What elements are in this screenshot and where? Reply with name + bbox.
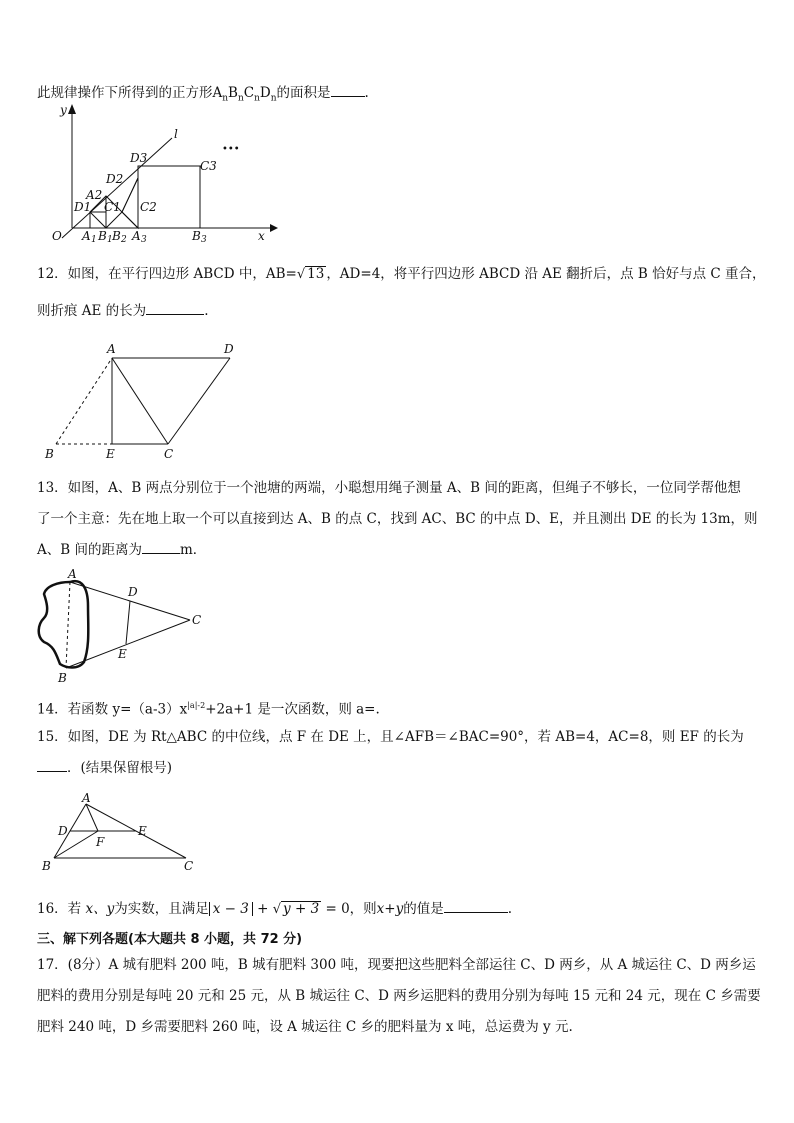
label-c: C [184,859,194,873]
label-b1: B [98,229,107,243]
q16-end: . [507,901,513,917]
label-a3: A [132,229,141,243]
q11-letter-b: B [228,85,238,101]
label-a1: A [82,229,91,243]
q17-text-2: 肥料的费用分别是每吨 20 元和 25 元，从 B 城运往 C、D 两乡运肥料的费用分别为每吨 15 元和 24 元，现在 C 乡需要 [37,988,761,1004]
label-dots: ••• [222,144,240,155]
q15-answer-blank [37,759,67,772]
segment-af [86,804,98,831]
q12-line2 [37,302,208,320]
q16-eq: = 0 [321,901,350,917]
q12-text-c: 则折痕 AE 的长为 [37,303,147,319]
label-b: B [45,447,54,461]
label-b1-sub: 1 [107,235,113,245]
q13-unit: m． [179,542,207,558]
q14-text-b: +2a+1 是一次函数，则 a=. [205,701,380,718]
q11-letter-c: C [243,85,255,101]
q12-text-a: 12．如图，在平行四边形 ABCD 中，AB= [37,266,297,282]
q12-sqrt-value: 13 [307,266,325,282]
label-c1: C1 [104,200,121,214]
q13-line2 [37,510,758,528]
label-b2: B [112,229,121,243]
label-a1-sub: 1 [91,235,97,245]
q16-vars: x、y [85,901,115,917]
q16-text-b: 为实数，且满足 [114,901,209,917]
q12-answer-blank [146,302,204,315]
q12-line1 [37,265,766,284]
sqrt-sign: √ [296,267,306,282]
q13-text-1: 13．如图，A、B 两点分别位于一个池塘的两端，小聪想用绳子测量 A、B 间的距离，但绳子不够长，一位同学帮他想 [37,480,741,496]
label-a2: A2 [86,188,103,202]
q17-line3 [37,1018,573,1036]
label-b: B [58,671,67,685]
x-axis-arrow [270,224,278,232]
pond-outline [39,581,89,667]
label-b3-sub: 3 [201,235,207,245]
q15-text-2: ．(结果保留根号) [67,760,173,776]
q11-answer-blank [331,84,365,97]
q16-abs-expr: x − 3 [209,902,253,916]
q11-sub-1: n [222,93,229,104]
line-l [62,138,172,238]
q14-text-a: 14．若函数 y=（a-3）x [37,701,188,718]
q12-end: . [204,303,209,319]
label-b2-sub: 2 [121,235,127,245]
label-y: y [60,103,67,117]
q16-text-d: 的值是 [403,901,444,917]
q16-text-c: ，则 [349,901,377,917]
q17-text-3: 肥料 240 吨，D 乡需要肥料 260 吨，设 A 城运往 C 乡的肥料量为 x 吨，总运费为 y 元. [37,1019,573,1035]
q16-xy: x+y [376,901,404,917]
label-a: A [82,791,91,805]
q15-line2 [37,759,172,777]
q17-line1 [37,956,756,974]
label-e: E [138,824,147,838]
label-c: C [164,447,174,461]
q11-letter-d: D [259,85,271,101]
q13-figure [30,566,215,686]
q13-line3 [37,541,206,559]
label-d: D [58,824,68,838]
label-e: E [106,447,115,461]
label-f: F [96,835,105,849]
q11-text-after: 的面积是 [276,85,331,101]
label-b: B [42,859,51,873]
q13-text-2: 了一个主意：先在地上取一个可以直接到达 A、B 的点 C，找到 AC、BC 的中点 D、E，并且测出 DE 的长为 13m，则 [37,511,758,527]
q16-plus: + [252,901,273,917]
q15-line1 [37,728,744,746]
q13-answer-blank [142,541,180,554]
section-3-text: 三、解下列各题(本大题共 8 小题，共 72 分) [37,932,303,947]
label-b3: B [192,229,201,243]
segment-de [126,601,130,644]
q16-text-a: 16．若 [37,901,86,917]
segment-dc [168,358,230,444]
label-d1: D1 [74,200,92,214]
q16-answer-blank [444,900,508,913]
segment-d2 [122,178,138,212]
label-o: O [52,229,62,243]
label-a: A [68,567,77,581]
q15-figure [38,790,208,875]
q14-line [37,697,380,719]
q13-line1 [37,479,741,497]
q15-text-1: 15．如图，DE 为 Rt△ABC 的中位线，点 F 在 DE 上，且∠AFB＝∠BAC=90°，若 AB=4，AC=8，则 EF 的长为 [37,729,744,745]
label-c2: C2 [140,200,157,214]
q14-exponent: |a|-2 [187,701,206,710]
q16-sqrt-expr: y + 3 [283,901,320,917]
q13-text-3: A、B 间的距离为 [37,542,142,558]
label-a3-sub: 3 [141,235,147,245]
segment-c2 [122,212,138,228]
label-c: C [192,613,202,627]
q11-sub-2: n [237,93,244,104]
q11-figure [32,100,282,245]
label-e: E [118,647,127,661]
q11-letter-a: A [212,85,223,101]
label-a: A [107,342,116,356]
q11-sub-4: n [270,93,277,104]
segment-ab-dashed [66,582,70,668]
sqrt-sign: √ [272,902,282,917]
q12-figure [40,338,250,463]
label-c3: C3 [200,159,217,173]
label-d2: D2 [106,172,124,186]
label-d3: D3 [130,151,148,165]
y-axis-arrow [68,104,76,114]
segment-ab-dashed [56,358,112,444]
q11-text-before: 此规律操作下所得到的正方形 [37,85,213,101]
label-d: D [224,342,234,356]
q11-sub-3: n [254,93,260,104]
section-3-heading [37,931,302,949]
q12-text-b: ，AD=4，将平行四边形 ABCD 沿 AE 翻折后，点 B 恰好与点 C 重合， [326,266,766,282]
label-d: D [128,585,138,599]
q17-line2 [37,987,761,1005]
q17-text-1: 17．(8分）A 城有肥料 200 吨，B 城有肥料 300 吨，现要把这些肥料全部运往 C、D 两乡，从 A 城运往 C、D 两乡运 [37,957,756,973]
label-l: l [174,127,178,141]
label-x: x [258,229,265,243]
q16-line [37,900,512,919]
q11-end: . [364,85,369,101]
square-3 [138,166,200,228]
segment-ac [112,358,168,444]
